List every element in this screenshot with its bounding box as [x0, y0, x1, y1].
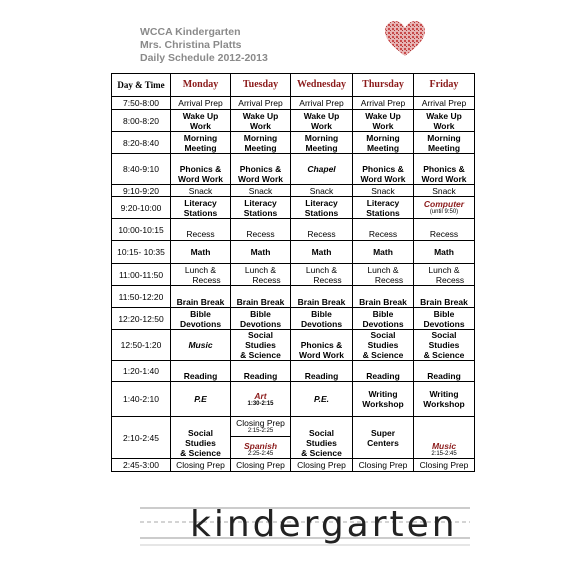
schedule-cell: [353, 110, 414, 132]
cell-line: (until 9:50): [429, 209, 459, 215]
cell-line: Wake Up: [365, 110, 401, 121]
cell-line: Wake Up: [303, 110, 340, 121]
schedule-cell: [353, 308, 414, 330]
schedule-cell: [414, 197, 475, 219]
schedule-cell: Recess: [291, 219, 353, 241]
table-row: [112, 110, 475, 132]
schedule-cell: Recess: [171, 219, 231, 241]
cell-line: & Science: [301, 448, 342, 458]
table-row: [112, 382, 475, 417]
schedule-table: [111, 73, 475, 472]
cell-line: Lunch &: [367, 264, 399, 275]
cell-line: Meeting: [244, 142, 277, 153]
cell-line: Work: [189, 120, 212, 131]
cell-line: Phonics &: [179, 164, 222, 174]
schedule-cell: [291, 197, 353, 219]
time-cell: 8:20-8:40: [112, 132, 171, 154]
schedule-cell: Arrival Prep: [171, 97, 231, 110]
cell-line: Social: [431, 330, 457, 340]
schedule-cell: [353, 197, 414, 219]
cell-line: Social: [308, 428, 335, 438]
schedule-cell: [414, 264, 475, 286]
cell-line: Social: [247, 330, 274, 340]
time-cell: 9:10-9:20: [112, 185, 171, 197]
cell-line: Recess: [374, 274, 404, 285]
school-name: WCCA Kindergarten: [140, 26, 241, 38]
schedule-cell: Brain Break: [414, 286, 475, 308]
cell-line: Writing: [429, 389, 459, 399]
time-cell: 11:00-11:50: [112, 264, 171, 286]
time-cell: 9:20-10:00: [112, 197, 171, 219]
schedule-cell: Snack: [414, 185, 475, 197]
table-row: [112, 264, 475, 286]
cell-line: Bible: [250, 308, 271, 319]
schedule-cell: [231, 110, 291, 132]
schedule-cell: Reading: [353, 361, 414, 382]
cell-line: Workshop: [362, 399, 404, 409]
schedule-cell: [171, 264, 231, 286]
teacher-name: Mrs. Christina Platts: [140, 39, 242, 51]
table-row: [112, 219, 475, 241]
header: [140, 26, 268, 65]
cell-line: Recess: [313, 274, 342, 285]
schedule-cell: Arrival Prep: [353, 97, 414, 110]
table-row: [112, 97, 475, 110]
schedule-cell: [231, 330, 291, 361]
cell-line: Stations: [366, 207, 400, 218]
table-header-row: [112, 74, 475, 97]
schedule-cell: Closing Prep: [291, 459, 353, 472]
schedule-cell: Reading: [291, 361, 353, 382]
schedule-cell: [291, 308, 353, 330]
cell-line: Lunch &: [184, 264, 217, 275]
schedule-cell: Snack: [353, 185, 414, 197]
cell-line: Workshop: [423, 399, 465, 409]
day-header: Friday: [414, 74, 475, 97]
schedule-cell: Brain Break: [231, 286, 291, 308]
schedule-cell: [231, 154, 291, 185]
table-row: [112, 330, 475, 361]
cell-line: Wake Up: [242, 110, 279, 121]
day-header: Thursday: [353, 74, 414, 97]
cell-line: Super: [370, 427, 396, 438]
cell-line: Work: [310, 120, 333, 131]
day-header: Wednesday: [291, 74, 353, 97]
schedule-cell: Closing Prep: [353, 459, 414, 472]
schedule-cell: [171, 417, 231, 459]
schedule-cell: Chapel: [291, 154, 353, 185]
cell-line: Stations: [304, 207, 339, 218]
table-row: [112, 132, 475, 154]
cell-line: Studies: [367, 340, 399, 350]
time-cell: 10:00-10:15: [112, 219, 171, 241]
time-cell: 1:40-2:10: [112, 382, 171, 417]
time-cell: 8:00-8:20: [112, 110, 171, 132]
schedule-cell: Snack: [171, 185, 231, 197]
time-cell: 2:45-3:00: [112, 459, 171, 472]
cell-line: Morning: [366, 132, 400, 143]
schedule-cell: Brain Break: [171, 286, 231, 308]
cell-line: Morning: [304, 132, 339, 143]
cell-line: Social: [370, 330, 396, 340]
cell-line: 2:25-2:45: [247, 450, 274, 457]
cell-line: Meeting: [184, 142, 217, 153]
cell-line: Wake Up: [182, 110, 219, 121]
schedule-cell: [291, 330, 353, 361]
cell-line: Phonics &: [300, 340, 343, 350]
cell-line: Stations: [183, 207, 218, 218]
schedule-cell: Snack: [291, 185, 353, 197]
cell-line: Morning: [427, 132, 461, 143]
table-row: [112, 286, 475, 308]
time-cell: 11:50-12:20: [112, 286, 171, 308]
cell-line: Meeting: [427, 142, 461, 153]
schedule-cell: Closing Prep: [414, 459, 475, 472]
schedule-cell: Recess: [353, 219, 414, 241]
schedule-cell: [414, 308, 475, 330]
corner-header: Day & Time: [112, 74, 171, 97]
cell-line: Devotions: [179, 318, 222, 329]
schedule-cell: Recess: [414, 219, 475, 241]
spanish-block: [231, 436, 290, 458]
cell-line: Work: [249, 120, 272, 131]
cell-line: Studies: [185, 438, 216, 448]
schedule-cell: [414, 110, 475, 132]
cell-line: Word Work: [298, 350, 345, 360]
schedule-cell: [353, 417, 414, 459]
cell-line: Recess: [192, 274, 221, 285]
cell-line: Phonics &: [423, 164, 465, 174]
time-cell: 8:40-9:10: [112, 154, 171, 185]
cell-line: Writing: [368, 389, 398, 399]
schedule-cell: [231, 308, 291, 330]
cell-line: Wake Up: [426, 110, 462, 121]
cell-line: & Science: [180, 448, 221, 458]
schedule-cell: [291, 417, 353, 459]
schedule-cell: [231, 264, 291, 286]
table-row: [112, 417, 475, 459]
cell-line: Stations: [243, 207, 278, 218]
cell-line: Bible: [433, 308, 455, 319]
time-cell: 1:20-1:40: [112, 361, 171, 382]
cell-line: Literacy: [366, 197, 400, 208]
cell-line: Recess: [435, 274, 465, 285]
cell-line: & Science: [240, 350, 281, 360]
cell-line: Meeting: [305, 142, 338, 153]
schedule-title: Daily Schedule 2012-2013: [140, 52, 268, 64]
cell-line: Meeting: [366, 142, 400, 153]
cell-line: Studies: [245, 340, 276, 350]
schedule-cell: Music: [171, 330, 231, 361]
table-row: [112, 241, 475, 264]
cell-line: Bible: [190, 308, 211, 319]
cell-line: Computer: [423, 199, 465, 209]
schedule-cell: [414, 132, 475, 154]
table-row: [112, 361, 475, 382]
schedule-cell: [353, 132, 414, 154]
cell-line: Phonics &: [362, 164, 404, 174]
cell-line: Social: [187, 428, 214, 438]
schedule-cell: [171, 197, 231, 219]
cell-line: Devotions: [239, 318, 282, 329]
schedule-cell: Math: [291, 241, 353, 264]
cell-line: Work: [372, 120, 394, 131]
cell-line: Centers: [367, 437, 399, 448]
day-header: Tuesday: [231, 74, 291, 97]
schedule-cell: [414, 330, 475, 361]
cell-line: Recess: [252, 274, 281, 285]
cell-line: 2:15-2:45: [431, 451, 457, 457]
schedule-cell: [231, 132, 291, 154]
schedule-cell: [171, 110, 231, 132]
cell-line: Morning: [243, 132, 278, 143]
time-cell: 2:10-2:45: [112, 417, 171, 459]
cell-line: Lunch &: [305, 264, 338, 275]
time-cell: 7:50-8:00: [112, 97, 171, 110]
schedule-cell: Reading: [414, 361, 475, 382]
schedule-cell: Recess: [231, 219, 291, 241]
kindergarten-word: kindergarten: [190, 504, 458, 545]
cell-line: Studies: [428, 340, 460, 350]
schedule-cell: [414, 382, 475, 417]
schedule-cell: Arrival Prep: [231, 97, 291, 110]
cell-line: Work: [433, 120, 455, 131]
cell-line: Devotions: [362, 318, 404, 329]
schedule-cell: Snack: [231, 185, 291, 197]
schedule-cell: Brain Break: [291, 286, 353, 308]
time-cell: 10:15- 10:35: [112, 241, 171, 264]
cell-line: Closing Prep: [236, 417, 285, 428]
schedule-cell: [231, 382, 291, 417]
schedule-cell: Math: [414, 241, 475, 264]
schedule-cell: [414, 417, 475, 459]
cell-line: Morning: [183, 132, 218, 143]
cell-line: Music: [431, 441, 457, 451]
cell-line: Bible: [311, 308, 332, 319]
cell-line: Art: [254, 390, 267, 401]
cell-line: Literacy: [305, 197, 338, 208]
cell-line: Devotions: [300, 318, 343, 329]
cell-line: Word Work: [421, 174, 467, 184]
cell-line: Word Work: [177, 174, 224, 184]
cell-line: Lunch &: [244, 264, 277, 275]
time-cell: 12:20-12:50: [112, 308, 171, 330]
schedule-cell: [353, 330, 414, 361]
cell-line: Word Work: [237, 174, 284, 184]
schedule-cell: Arrival Prep: [414, 97, 475, 110]
schedule-cell: Reading: [171, 361, 231, 382]
schedule-cell: [291, 132, 353, 154]
table-row: [112, 459, 475, 472]
table-row: [112, 197, 475, 219]
schedule-cell: Brain Break: [353, 286, 414, 308]
cell-line: Studies: [306, 438, 337, 448]
cell-line: Literacy: [244, 197, 277, 208]
schedule-cell: P.E: [171, 382, 231, 417]
schedule-cell: Math: [231, 241, 291, 264]
cell-line: Devotions: [423, 318, 465, 329]
cell-line: Literacy: [184, 197, 217, 208]
table-row: [112, 154, 475, 185]
cell-line: & Science: [362, 350, 404, 360]
schedule-cell: [231, 197, 291, 219]
cell-line: Lunch &: [428, 264, 460, 275]
schedule-cell: [353, 154, 414, 185]
schedule-cell: [353, 264, 414, 286]
schedule-cell: Arrival Prep: [291, 97, 353, 110]
schedule-cell: [414, 154, 475, 185]
schedule-cell: Closing Prep: [231, 459, 291, 472]
cell-line: Word Work: [360, 174, 406, 184]
table-row: [112, 185, 475, 197]
cell-line: & Science: [423, 350, 465, 360]
schedule-cell: Math: [171, 241, 231, 264]
schedule-cell: Math: [353, 241, 414, 264]
schedule-cell: Reading: [231, 361, 291, 382]
cell-line: Spanish: [243, 440, 278, 451]
schedule-cell: [231, 417, 291, 459]
schedule-cell: Closing Prep: [171, 459, 231, 472]
time-cell: 12:50-1:20: [112, 330, 171, 361]
cell-line: Bible: [372, 308, 394, 319]
schedule-cell: P.E.: [291, 382, 353, 417]
table-row: [112, 308, 475, 330]
cell-line: Phonics &: [239, 164, 282, 174]
schedule-cell: [291, 264, 353, 286]
schedule-cell: [171, 154, 231, 185]
schedule-cell: [353, 382, 414, 417]
heart-icon: [384, 20, 426, 58]
cell-line: 1:30-2:15: [247, 400, 274, 407]
schedule-cell: [291, 110, 353, 132]
day-header: Monday: [171, 74, 231, 97]
cell-line: 2:15-2:25: [247, 427, 274, 434]
schedule-cell: [171, 132, 231, 154]
schedule-cell: [171, 308, 231, 330]
